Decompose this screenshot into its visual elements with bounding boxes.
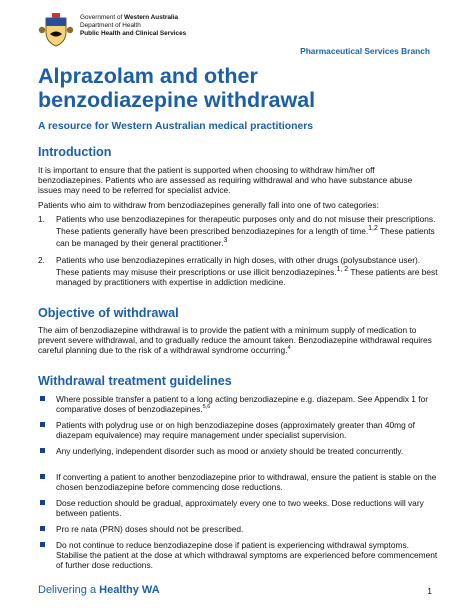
wa-crest-logo <box>38 12 74 48</box>
bullet-square-icon <box>40 474 45 479</box>
bullet-square-icon <box>40 542 45 547</box>
document-page: Government of Western Australia Department of Health Public Health and Clinical Services Pharmaceutical Services Branch Alprazolam and other benzodiazepine withdrawal A resource for Western Australian medical practitioners Introduction It is important to ensure that the patient is supported when choosing to withdraw him/her off benzodiazepines. Patients who are assessed as requiring withdrawal and who have substance abuse issues may need to be referred for specialist advice. Patients who aim to withdraw from benzodiazepines generally fall into one of two categories: 1. Patients who use benzodiazepines for therapeutic purposes only and do not misuse their prescriptions. These patients generally have been prescribed benzodiazepines for a length of time.$^{1,2}$ These patients can be managed by their general practitioner.$^3$ 2. Patients who use benzodiazepines erratically in high doses, with other drugs (polysubstance user). These patients may misuse their prescriptions or use illicit benzodiazepines.$^{1, 2}$ These patients are best managed by practitioners with expertise in addiction medicine. Objective of withdrawal The aim of benzodiazepine withdrawal is to provide the patient with a minimum supply of medication to prevent severe withdrawal, and to gradually reduce the amount taken. Benzodiazepine withdrawal requires careful planning due to the risk of a withdrawal syndrome occurring.$^4$ Withdrawal treatment guidelines Where possible transfer a patient to a long acting benzodiazepine e.g. diazepam. See Appendix 1 for comparative doses of benzodiazepines.$^{5,6}$ Patients with polydrug use or on high benzodiazepine doses (approximately greater than 40mg of diazepam equivalence) may require management under specialist supervision. Any underlying, independent disorder such as mood or anxiety should be treated concurrently. If converting a patient to another benzodiazepine prior to withdrawal, ensure the patient is stable on the chosen benzodiazepine before commencing dose reductions. Dose reduction should be gradual, approximately every one to two weeks. Dose reductions will vary between patients. Pro re nata (PRN) doses should not be prescribed. Do not continue to reduce benzodiazepine dose if patient is experiencing withdrawal symptoms. Stabilise the patient at the dose at which withdrawal symptoms are experienced before commencement of further dose reductions. Delivering a Healthy WA 1 <box>0 0 474 613</box>
guidelines-heading: Withdrawal treatment guidelines <box>38 374 232 388</box>
footer-tagline: Delivering a Healthy WA <box>38 584 160 596</box>
objective-heading: Objective of withdrawal <box>38 306 179 320</box>
bullet-square-icon <box>40 448 45 453</box>
list-item: 1. Patients who use benzodiazepines for therapeutic purposes only and do not misuse their prescriptions. These patients generally have been prescribed benzodiazepines for a length of time.$^{1,2}$ These patients can be managed by their general practitioner.$^3$ <box>38 214 436 248</box>
page-number: 1 <box>427 586 432 596</box>
bullet-square-icon <box>40 396 45 401</box>
bullet-square-icon <box>40 422 45 427</box>
document-subtitle: A resource for Western Australian medical practitioners <box>38 121 314 132</box>
introduction-heading: Introduction <box>38 145 112 159</box>
list-item: 2. Patients who use benzodiazepines erratically in high doses, with other drugs (polysubstance user). These patients may misuse their prescriptions or use illicit benzodiazepines.$^{1, 2}$ These patients are best managed by practitioners with expertise in addiction medicine. <box>38 255 438 288</box>
branch-name: Pharmaceutical Services Branch <box>300 46 430 56</box>
document-title: Alprazolam and other benzodiazepine withdrawal <box>38 64 316 112</box>
introduction-paragraph-2: Patients who aim to withdraw from benzodiazepines generally fall into one of two categories: <box>38 200 379 210</box>
bullet-square-icon <box>40 500 45 505</box>
introduction-paragraph-1: It is important to ensure that the patient is supported when choosing to withdraw him/her off benzodiazepines. Patients who are assessed as requiring withdrawal and who have substance abuse issues may need to be referred for specialist advice. <box>38 165 413 196</box>
objective-paragraph: The aim of benzodiazepine withdrawal is to provide the patient with a minimum supply of medication to prevent severe withdrawal, and to gradually reduce the amount taken. Benzodiazepine withdrawal requires careful planning due to the risk of a withdrawal syndrome occurring.$^4$ <box>38 325 432 356</box>
agency-name: Government of Western Australia Department of Health Public Health and Clinical Services <box>80 14 187 38</box>
bullet-square-icon <box>40 526 45 531</box>
